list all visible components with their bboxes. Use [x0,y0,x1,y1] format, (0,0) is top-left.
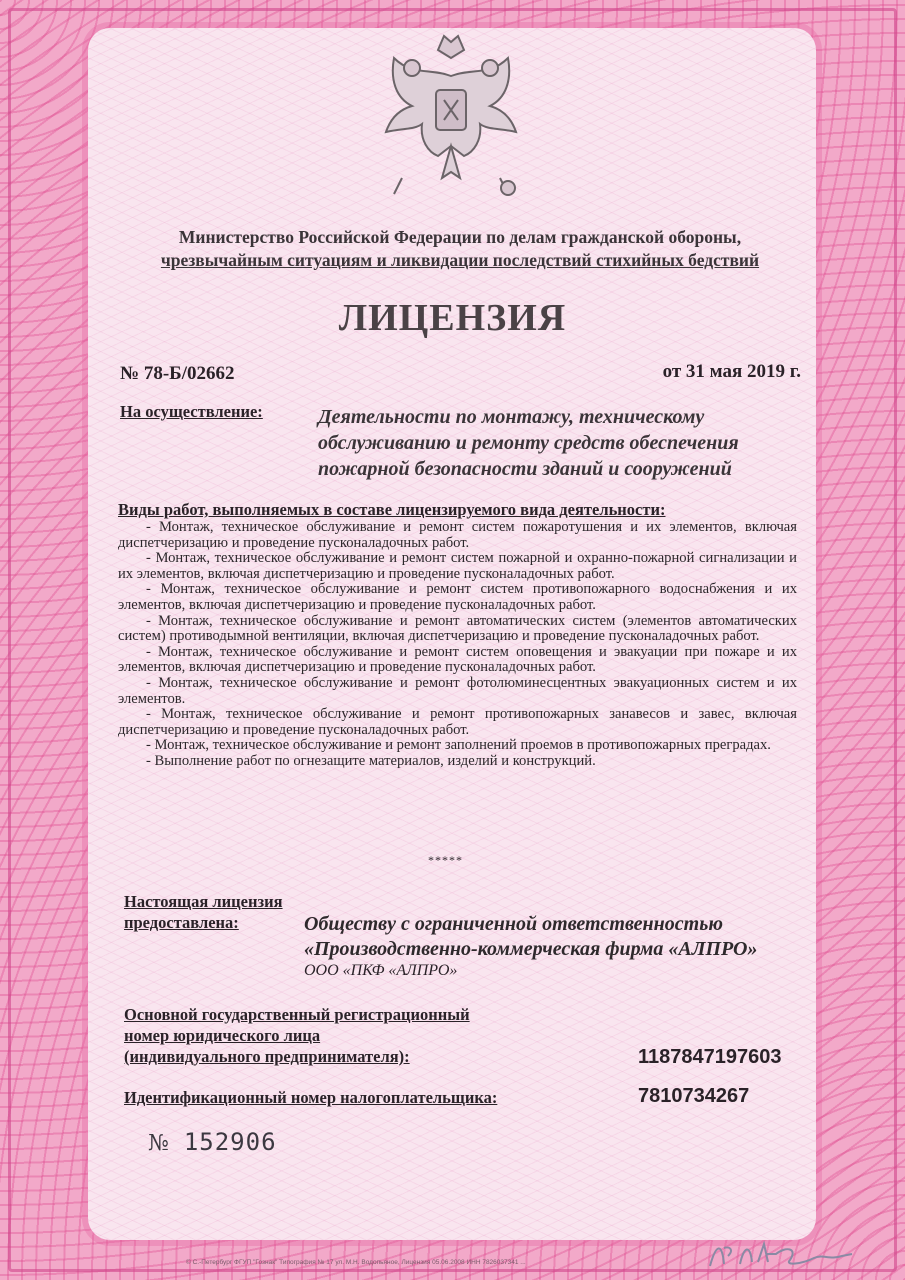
ogrn-label-line1: Основной государственный регистрационный [124,1005,470,1024]
holder-label-line2: предоставлена: [124,913,239,932]
work-item: - Монтаж, техническое обслуживание и ремонт автоматических систем (элементов автоматических систем) противодымной вентиляции, включая диспетчеризацию и проведение пусконаладочных работ. [118,612,797,645]
serial-value: 152906 [183,1128,277,1156]
inn-value: 7810734267 [638,1085,750,1107]
document-title: ЛИЦЕНЗИЯ [338,297,567,339]
ogrn-value: 1187847197603 [638,1046,782,1068]
separator-stars: ***** [428,853,463,867]
holder-name-line2: «Производственно-коммерческая фирма «АЛПРО» [304,938,758,960]
works-title: Виды работ, выполняемых в составе лицензируемого вида деятельности: [118,500,666,519]
activity-label: На осуществление: [120,402,263,421]
work-item: - Монтаж, техническое обслуживание и ремонт заполнений проемов в противопожарных преградах. [146,737,771,754]
printer-footer: © С.-Петербург ФГУП "Гознак" Типография № 17 ул. М.Н. Водопьяное, Лицензия 05.06.2008 ИНН 7826037341 ... [186,1259,526,1266]
work-item: - Монтаж, техническое обслуживание и ремонт систем противопожарного водоснабжения и их элементов, включая диспетчеризацию и проведение пусконаладочных работ. [118,581,797,613]
handwritten-signature [706,1236,856,1272]
work-item: - Монтаж, техническое обслуживание и ремонт систем оповещения и эвакуации при пожаре и их элементов, включая диспетчеризацию и проведение пусконаладочных работ. [118,643,797,676]
holder-name [304,912,804,962]
ministry-line2: чрезвычайным ситуациям и ликвидации последствий стихийных бедствий [160,250,760,270]
work-item: - Монтаж, техническое обслуживание и ремонт противопожарных занавесов и завес, включая диспетчеризацию и проведение пусконаладочных работ. [118,706,797,738]
holder-name-line1: Обществу с ограниченной ответственностью [304,913,723,935]
coat-of-arms-emblem [372,28,530,200]
work-item: - Выполнение работ по огнезащите материалов, изделий и конструкций. [146,752,596,769]
ogrn-label-line2: номер юридического лица [124,1026,321,1045]
holder-short-name: ООО «ПКФ «АЛПРО» [304,962,458,979]
activity-line1: Деятельности по монтажу, техническому [318,406,705,428]
activity-line2: обслуживанию и ремонту средств обеспечения [318,432,739,454]
blank-serial-number [148,1128,277,1156]
ogrn-label-line3: (индивидуального предпринимателя): [124,1047,410,1066]
ministry-line1: Министерство Российской Федерации по делам гражданской обороны, [178,227,742,247]
holder-label-line1: Настоящая лицензия [124,892,283,911]
serial-prefix: № [148,1131,170,1156]
ogrn-label [124,1004,470,1067]
license-date: от 31 мая 2019 г. [662,361,801,382]
license-number: № 78-Б/02662 [120,363,235,384]
activity-description [318,404,788,482]
works-list [118,520,797,770]
activity-line3: пожарной безопасности зданий и сооружений [318,458,732,480]
work-item: - Монтаж, техническое обслуживание и ремонт систем пожаротушения и их элементов, включая диспетчеризацию и проведение пусконаладочных работ. [118,519,797,551]
ministry-header [120,226,800,272]
work-item: - Монтаж, техническое обслуживание и ремонт фотолюминесцентных эвакуационных систем и их элементов. [118,674,797,707]
work-item: - Монтаж, техническое обслуживание и ремонт систем пожарной и охранно-пожарной сигнализации и их элементов, включая диспетчеризацию и проведение пусконаладочных работ. [118,550,797,582]
inn-label: Идентификационный номер налогоплательщика: [124,1088,498,1107]
